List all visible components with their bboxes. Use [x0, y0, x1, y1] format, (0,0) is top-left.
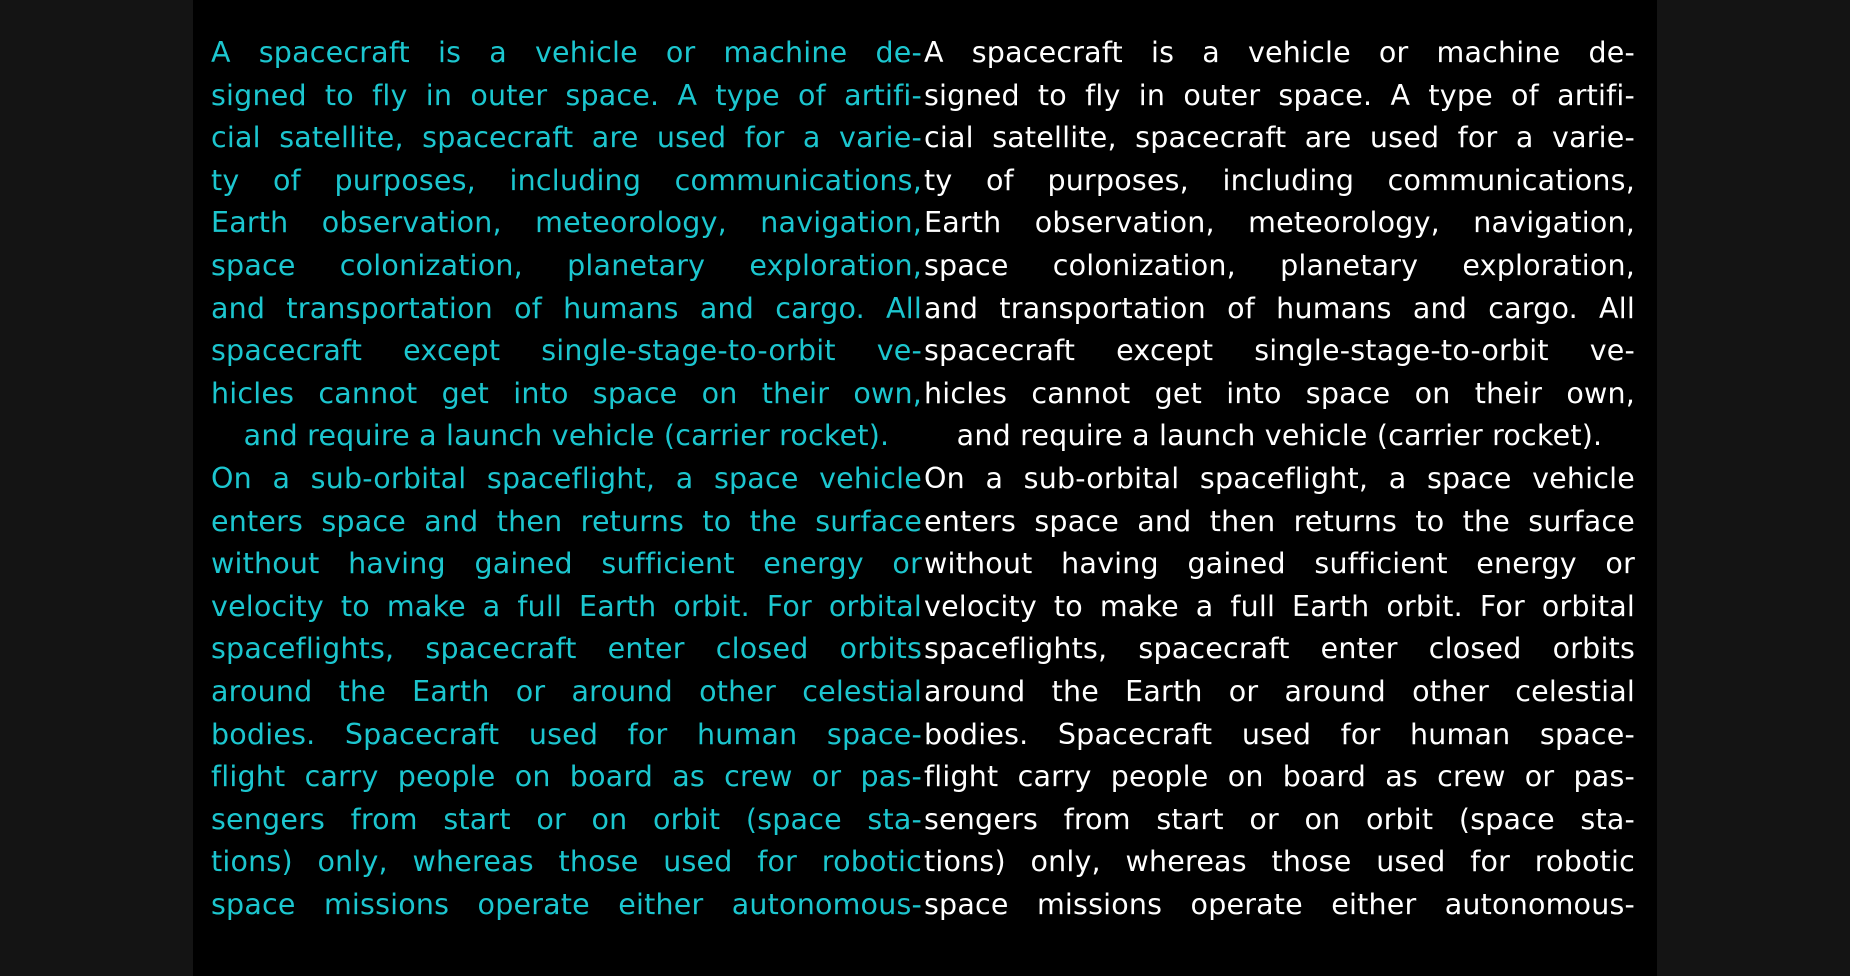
right-line: space missions operate either autonomous-	[924, 887, 1635, 921]
right-line: velocity to make a full Earth orbit. For orbital	[924, 589, 1635, 623]
left-line: around the Earth or around other celestial	[211, 674, 922, 708]
right-line: A spacecraft is a vehicle or machine de-	[924, 36, 1635, 69]
right-line: bodies. Spacecraft used for human space-	[924, 717, 1635, 751]
left-line: spacecraft except single-stage-to-orbit ve-	[211, 334, 922, 368]
left-line: spaceflights, spacecraft enter closed orbits	[211, 632, 922, 666]
left-line: flight carry people on board as crew or pas-	[211, 760, 922, 794]
right-line: cial satellite, spacecraft are used for a varie-	[924, 121, 1635, 155]
left-line: Earth observation, meteorology, navigation,	[211, 206, 922, 240]
right-line: ty of purposes, including communications,	[924, 163, 1635, 197]
right-line: tions) only, whereas those used for robotic	[924, 845, 1635, 879]
left-line: On a sub-orbital spaceflight, a space vehicle	[211, 461, 922, 495]
right-line: space colonization, planetary exploration,	[924, 248, 1635, 282]
left-line: velocity to make a full Earth orbit. For orbital	[211, 589, 922, 623]
left-line: bodies. Spacecraft used for human space-	[211, 717, 922, 751]
right-line: sengers from start or on orbit (space sta-	[924, 802, 1635, 836]
right-line: around the Earth or around other celestial	[924, 674, 1635, 708]
right-line: spaceflights, spacecraft enter closed orbits	[924, 632, 1635, 666]
right-line: flight carry people on board as crew or pas-	[924, 760, 1635, 794]
left-line: signed to fly in outer space. A type of artifi-	[211, 78, 922, 112]
left-line: hicles cannot get into space on their own,	[211, 376, 922, 410]
right-line: signed to fly in outer space. A type of artifi-	[924, 78, 1635, 112]
left-line: space missions operate either autonomous-	[211, 887, 922, 921]
left-line: without having gained sufficient energy or	[211, 547, 922, 581]
right-line: without having gained sufficient energy or	[924, 547, 1635, 581]
right-line: and transportation of humans and cargo. All	[924, 291, 1635, 325]
text-specimen-page	[193, 0, 1657, 976]
right-line: Earth observation, meteorology, navigation,	[924, 206, 1635, 240]
right-line: enters space and then returns to the surface	[924, 504, 1635, 538]
right-text-column	[924, 32, 1635, 926]
left-line: ty of purposes, including communications,	[211, 163, 922, 197]
left-line: space colonization, planetary exploration,	[211, 248, 922, 282]
left-line: A spacecraft is a vehicle or machine de-	[211, 36, 922, 69]
left-line: sengers from start or on orbit (space sta-	[211, 802, 922, 836]
left-line: enters space and then returns to the surface	[211, 504, 922, 538]
right-line: spacecraft except single-stage-to-orbit ve-	[924, 334, 1635, 368]
right-line: hicles cannot get into space on their own,	[924, 376, 1635, 410]
right-line: On a sub-orbital spaceflight, a space vehicle	[924, 461, 1635, 495]
left-line: cial satellite, spacecraft are used for a varie-	[211, 121, 922, 155]
left-line: and require a launch vehicle (carrier rocket).	[243, 419, 890, 453]
left-text-column	[211, 32, 922, 926]
right-line: and require a launch vehicle (carrier rocket).	[956, 419, 1603, 453]
left-line: and transportation of humans and cargo. All	[211, 291, 922, 325]
left-line: tions) only, whereas those used for robotic	[211, 845, 922, 879]
